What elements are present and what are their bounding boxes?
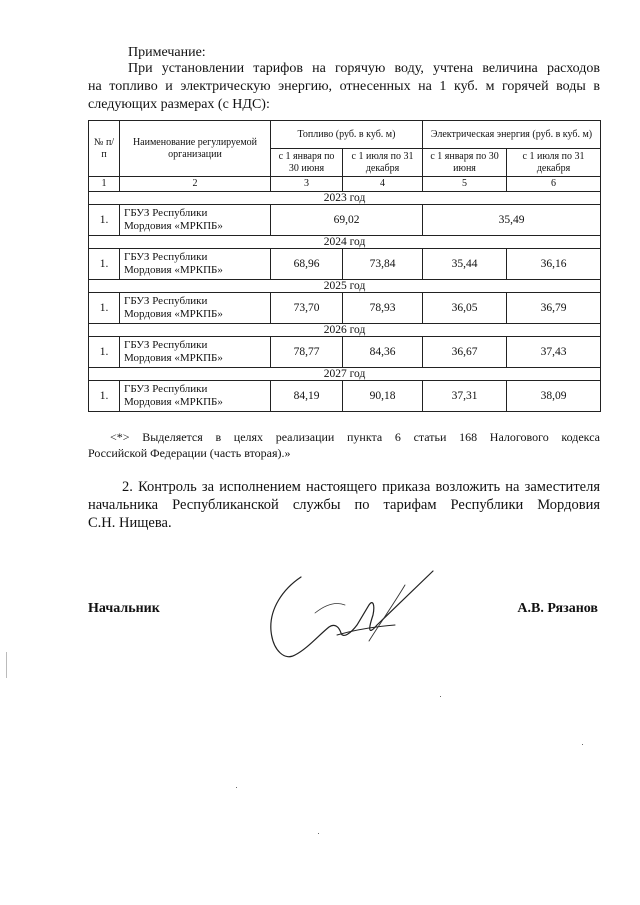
footnote-line-1: <*> Выделяется в целях реализации пункта 6 статьи 168 Налогового кодекса (110, 430, 600, 444)
header-period-fuel-h1: с 1 января по 30 июня (271, 149, 343, 177)
fuel-value-h1: 68,96 (271, 249, 343, 280)
row-num: 1. (89, 249, 120, 280)
fuel-value-h1: 84,19 (271, 381, 343, 412)
year-row (89, 192, 601, 205)
year-label: 2026 год (89, 324, 601, 337)
electric-value-h1: 36,05 (423, 293, 507, 324)
clause-2-line-3: С.Н. Нищева. (88, 515, 172, 531)
row-num: 1. (89, 205, 120, 236)
fuel-value-h2: 73,84 (343, 249, 423, 280)
year-label: 2024 год (89, 236, 601, 249)
fuel-value-h2: 90,18 (343, 381, 423, 412)
fuel-value: 69,02 (271, 205, 423, 236)
fuel-value-h1: 78,77 (271, 337, 343, 368)
note-line-2: на топливо и электрическую энергию, отнесенных на 1 куб. м горячей воды в (88, 79, 600, 94)
org-name: ГБУЗ Республики Мордовия «МРКПБ» (120, 337, 271, 368)
header-period-electric-h2: с 1 июля по 31 декабря (507, 149, 601, 177)
row-num: 1. (89, 381, 120, 412)
org-name: ГБУЗ Республики Мордовия «МРКПБ» (120, 381, 271, 412)
org-name: ГБУЗ Республики Мордовия «МРКПБ» (120, 249, 271, 280)
electric-value-h1: 36,67 (423, 337, 507, 368)
handwritten-signature (255, 565, 455, 665)
electric-value-h2: 36,79 (507, 293, 601, 324)
scan-speck (440, 696, 441, 697)
electric-value-h2: 36,16 (507, 249, 601, 280)
col-number: 6 (507, 177, 601, 192)
electric-value-h2: 37,43 (507, 337, 601, 368)
header-fuel: Топливо (руб. в куб. м) (271, 121, 423, 149)
col-number: 3 (271, 177, 343, 192)
clause-2-line-2: начальника Республиканской службы по тарифам Республики Мордовия (88, 497, 600, 513)
scan-margin-mark (6, 652, 7, 678)
year-row (89, 324, 601, 337)
table-row (89, 293, 601, 324)
clause-2-line-1: 2. Контроль за исполнением настоящего приказа возложить на заместителя (122, 479, 600, 495)
signatory-name: А.В. Рязанов (517, 601, 598, 616)
col-number: 4 (343, 177, 423, 192)
header-num: № п/п (89, 121, 120, 177)
year-row (89, 236, 601, 249)
fuel-value-h1: 73,70 (271, 293, 343, 324)
note-line-1: При установлении тарифов на горячую воду, учтена величина расходов (128, 61, 600, 76)
scan-speck (318, 833, 319, 834)
electric-value-h1: 37,31 (423, 381, 507, 412)
header-electric: Электрическая энергия (руб. в куб. м) (423, 121, 601, 149)
tariff-table (88, 120, 601, 412)
header-period-electric-h1: с 1 января по 30 июня (423, 149, 507, 177)
table-row (89, 205, 601, 236)
year-row (89, 368, 601, 381)
header-period-fuel-h2: с 1 июля по 31 декабря (343, 149, 423, 177)
scan-speck (582, 744, 583, 745)
electric-value-h2: 38,09 (507, 381, 601, 412)
year-row (89, 280, 601, 293)
col-number: 1 (89, 177, 120, 192)
org-name: ГБУЗ Республики Мордовия «МРКПБ» (120, 205, 271, 236)
row-num: 1. (89, 337, 120, 368)
org-name: ГБУЗ Республики Мордовия «МРКПБ» (120, 293, 271, 324)
note-line-3: следующих размерах (с НДС): (88, 97, 270, 112)
scan-speck (236, 787, 237, 788)
footnote-line-2: Российской Федерации (часть вторая).» (88, 446, 291, 460)
electric-value: 35,49 (423, 205, 601, 236)
fuel-value-h2: 84,36 (343, 337, 423, 368)
col-number: 2 (120, 177, 271, 192)
table-row (89, 381, 601, 412)
electric-value-h1: 35,44 (423, 249, 507, 280)
table-row (89, 249, 601, 280)
signatory-title: Начальник (88, 601, 160, 616)
year-label: 2023 год (89, 192, 601, 205)
header-org: Наименование регулируемой организации (120, 121, 271, 177)
table-row (89, 337, 601, 368)
col-number: 5 (423, 177, 507, 192)
year-label: 2025 год (89, 280, 601, 293)
row-num: 1. (89, 293, 120, 324)
fuel-value-h2: 78,93 (343, 293, 423, 324)
year-label: 2027 год (89, 368, 601, 381)
note-heading: Примечание: (128, 45, 206, 60)
column-number-row (89, 177, 601, 192)
